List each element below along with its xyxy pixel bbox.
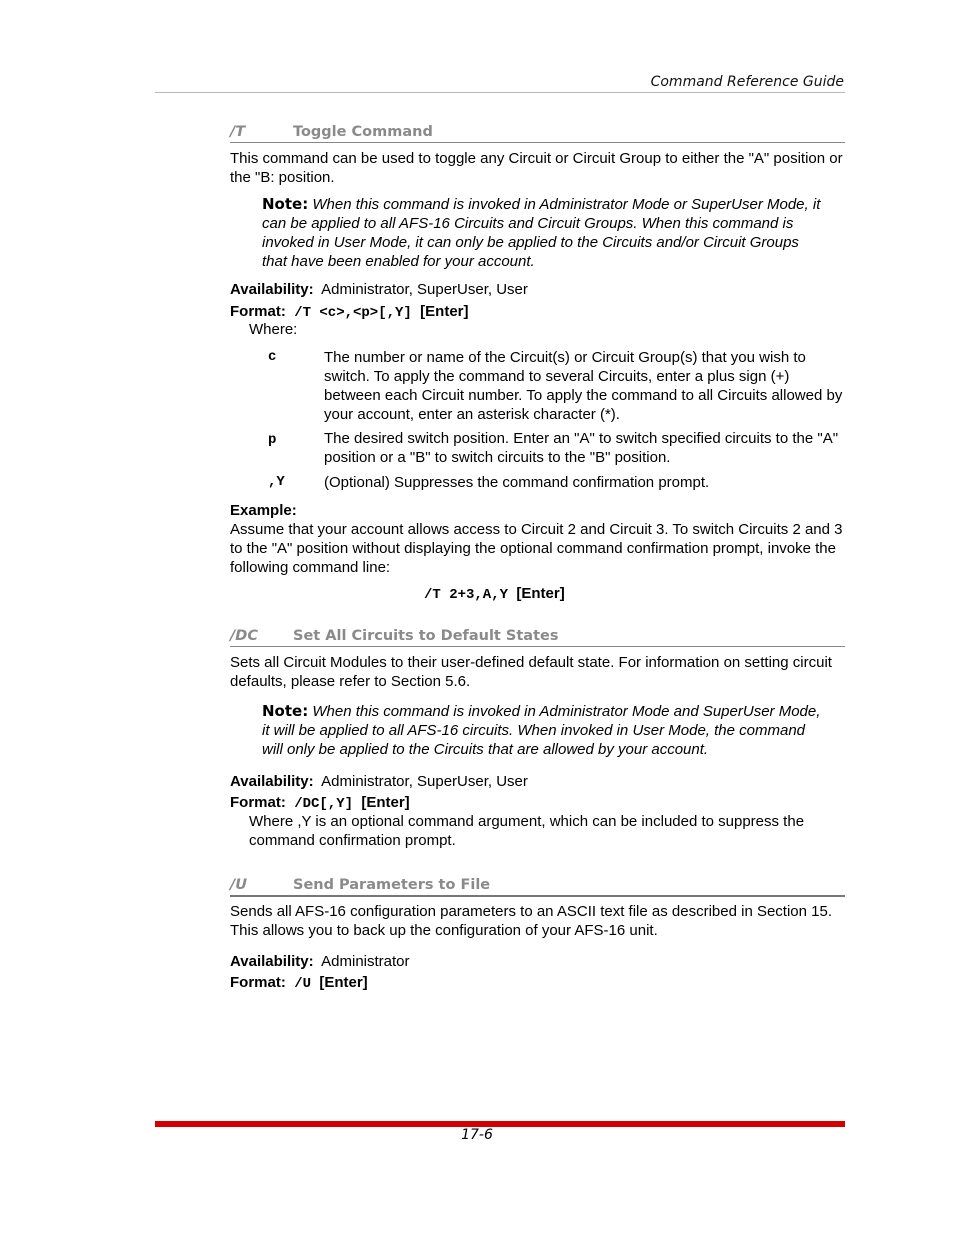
section-title: Send Parameters to File [293,877,491,893]
section-intro: This command can be used to toggle any Circuit or Circuit Group to either the "A" position or the "B: position. [230,150,843,186]
section-title: Toggle Command [293,124,433,140]
availability-line [230,280,845,299]
where-label: Where: [249,321,298,338]
section-intro: Sends all AFS-16 configuration parameters to an ASCII text file as described in Section 15. This allows you to back up the configuration of your AFS-16 unit. [230,903,832,939]
running-header-title: Command Reference Guide [650,74,844,90]
availability-label: Availability: [230,773,314,790]
example-text: Assume that your account allows access to Circuit 2 and Circuit 3. To switch Circuits 2 and 3 to the "A" position without displaying the optional command confirmation prompt, invoke the following command line: [230,521,843,576]
example-label: Example: [230,502,297,519]
section-heading-default-states [230,627,845,647]
availability-value: Administrator, SuperUser, User [321,773,528,790]
section-heading-toggle [230,123,845,143]
section-code: /U [230,877,248,893]
format-label: Format: [230,303,286,320]
param-description: The number or name of the Circuit(s) or Circuit Group(s) that you wish to switch. To apply the command to several Circuits, enter a plus sign (+) between each Circuit number. To apply the command to all Circuits allowed by your account, enter an asterisk character (*). [324,349,843,423]
format-label: Format: [230,974,286,991]
section-heading-send-parameters [230,876,845,897]
note-block [262,195,822,271]
where-text: Where ,Y is an optional command argument, which can be included to suppress the command confirmation prompt. [249,813,805,849]
param-name: ,Y [268,474,285,490]
param-name: c [268,349,277,365]
availability-value: Administrator [321,953,410,970]
header-rule [155,92,845,93]
availability-line [230,952,845,971]
format-enter: [Enter] [319,974,368,991]
section-intro: Sets all Circuit Modules to their user-defined default state. For information on setting circuit defaults, please refer to Section 5.6. [230,654,832,690]
format-line [230,793,845,814]
example-command-line [424,585,565,603]
section-code: /DC [230,628,258,644]
note-text: When this command is invoked in Administrator Mode and SuperUser Mode, it will be applied to all AFS-16 circuits. When invoked in User Mode, the command will only be applied to the Circuits that are allowed by your account. [262,703,821,758]
param-name: p [268,432,277,448]
example-enter: [Enter] [516,585,565,602]
note-block [262,702,822,759]
note-label: Note: [262,702,309,720]
page-number: 17-6 [461,1127,493,1143]
section-title: Set All Circuits to Default States [293,628,559,644]
format-enter: [Enter] [361,794,410,811]
param-description: The desired switch position. Enter an "A" to switch specified circuits to the "A" position or a "B" to switch circuits to the "B" position. [324,430,839,466]
availability-label: Availability: [230,281,314,298]
availability-label: Availability: [230,953,314,970]
availability-value: Administrator, SuperUser, User [321,281,528,298]
note-text: When this command is invoked in Administrator Mode or SuperUser Mode, it can be applied to all AFS-16 Circuits and Circuit Groups. When this command is invoked in User Mode, it can only be applied to the Circuits and/or Circuit Groups that have been enabled for your account. [262,196,821,270]
example-command: /T 2+3,A,Y [424,587,509,603]
note-label: Note: [262,195,309,213]
format-command: /T <c>,<p>[,Y] [294,305,412,321]
param-description: (Optional) Suppresses the command confirmation prompt. [324,474,710,491]
availability-line [230,772,845,791]
format-command: /DC[,Y] [294,796,353,812]
format-label: Format: [230,794,286,811]
format-command: /U [294,976,311,992]
format-line [230,973,845,994]
section-code: /T [230,124,246,140]
format-enter: [Enter] [420,303,469,320]
